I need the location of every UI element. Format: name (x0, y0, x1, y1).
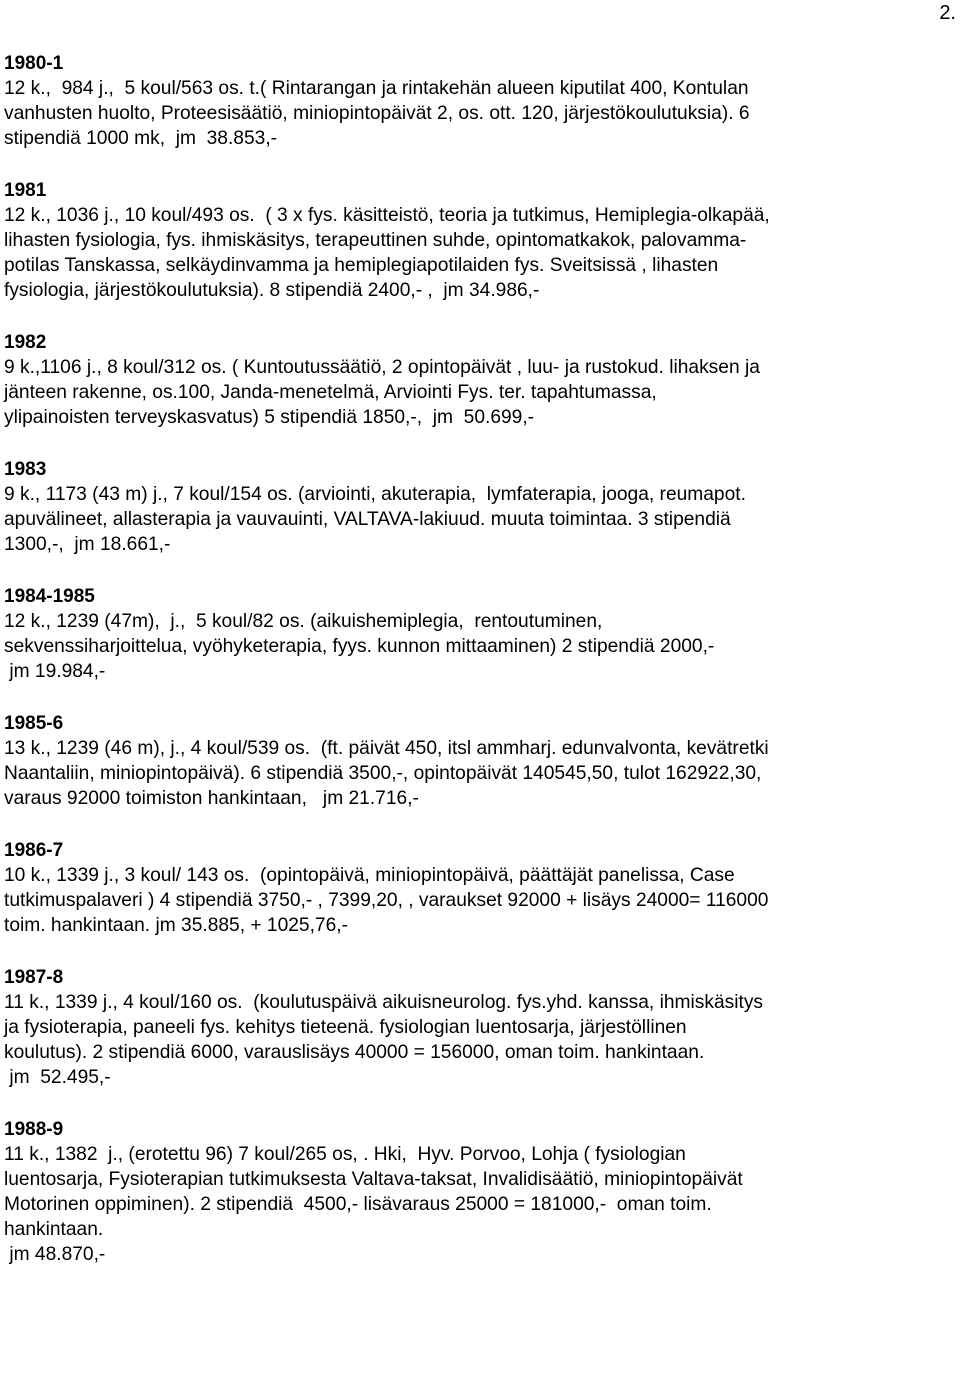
entry-line: ylipainoisten terveyskasvatus) 5 stipendiä 1850,-, jm 50.699,- (4, 407, 535, 428)
entry-line: stipendiä 1000 mk, jm 38.853,- (4, 128, 278, 149)
entry-line: 10 k., 1339 j., 3 koul/ 143 os. (opintopäivä, miniopintopäivä, päättäjät panelissa, Case (4, 865, 735, 886)
entry-line: 12 k., 984 j., 5 koul/563 os. t.( Rintarangan ja rintakehän alueen kiputilat 400, Kontulan (4, 78, 749, 99)
entry-1984-1985 (4, 584, 956, 684)
entry-line: apuvälineet, allasterapia ja vauvauinti, VALTAVA-lakiuud. muuta toimintaa. 3 stipendiä (4, 509, 731, 530)
year-heading: 1984-1985 (4, 586, 95, 607)
entry-line: 13 k., 1239 (46 m), j., 4 koul/539 os. (ft. päivät 450, itsl ammharj. edunvalvonta, kevätretki (4, 738, 769, 759)
entry-line: 12 k., 1239 (47m), j., 5 koul/82 os. (aikuishemiplegia, rentoutuminen, (4, 611, 603, 632)
entry-line: fysiologia, järjestökoulutuksia). 8 stipendiä 2400,- , jm 34.986,- (4, 280, 540, 301)
entry-line: koulutus). 2 stipendiä 6000, varauslisäys 40000 = 156000, oman toim. hankintaan. (4, 1042, 705, 1063)
entry-line: 11 k., 1339 j., 4 koul/160 os. (koulutuspäivä aikuisneurolog. fys.yhd. kanssa, ihmiskäsitys (4, 992, 764, 1013)
entry-1980-1 (4, 51, 956, 151)
entry-1981 (4, 178, 956, 303)
entry-line: jm 48.870,- (4, 1244, 106, 1265)
year-heading: 1982 (4, 332, 47, 353)
entry-line: ja fysioterapia, paneeli fys. kehitys tieteenä. fysiologian luentosarja, järjestöllinen (4, 1017, 687, 1038)
year-heading: 1986-7 (4, 840, 64, 861)
year-heading: 1987-8 (4, 967, 64, 988)
entry-line: 9 k., 1173 (43 m) j., 7 koul/154 os. (arviointi, akuterapia, lymfaterapia, jooga, reumapot. (4, 484, 746, 505)
entry-1986-7 (4, 838, 956, 938)
entry-line: lihasten fysiologia, fys. ihmiskäsitys, terapeuttinen suhde, opintomatkakok, palovamma- (4, 230, 747, 251)
entry-line: 9 k.,1106 j., 8 koul/312 os. ( Kuntoutussäätiö, 2 opintopäivät , luu- ja rustokud. lihaksen ja (4, 357, 760, 378)
document-body (4, 51, 956, 1294)
entry-1983 (4, 457, 956, 557)
year-heading: 1983 (4, 459, 47, 480)
year-heading: 1988-9 (4, 1119, 64, 1140)
entry-line: Motorinen oppiminen). 2 stipendiä 4500,- lisävaraus 25000 = 181000,- oman toim. (4, 1194, 712, 1215)
entry-line: vanhusten huolto, Proteesisäätiö, miniopintopäivät 2, os. ott. 120, järjestökoulutuksia). 6 (4, 103, 750, 124)
page-number: 2. (939, 2, 956, 24)
entry-line: jm 19.984,- (4, 661, 106, 682)
entry-1982 (4, 330, 956, 430)
entry-line: 1300,-, jm 18.661,- (4, 534, 171, 555)
year-heading: 1981 (4, 180, 47, 201)
entry-line: 12 k., 1036 j., 10 koul/493 os. ( 3 x fys. käsitteistö, teoria ja tutkimus, Hemiplegia-olkapää, (4, 205, 770, 226)
entry-line: 11 k., 1382 j., (erotettu 96) 7 koul/265 os, . Hki, Hyv. Porvoo, Lohja ( fysiologian (4, 1144, 686, 1165)
year-heading: 1980-1 (4, 53, 64, 74)
entry-line: toim. hankintaan. jm 35.885, + 1025,76,- (4, 915, 348, 936)
entry-line: jm 52.495,- (4, 1067, 111, 1088)
entry-line: sekvenssiharjoittelua, vyöhyketerapia, fyys. kunnon mittaaminen) 2 stipendiä 2000,- (4, 636, 715, 657)
entry-1987-8 (4, 965, 956, 1090)
entry-line: tutkimuspalaveri ) 4 stipendiä 3750,- , 7399,20, , varaukset 92000 + lisäys 24000= 116000 (4, 890, 769, 911)
entry-1988-9 (4, 1117, 956, 1267)
entry-line: jänteen rakenne, os.100, Janda-menetelmä, Arviointi Fys. ter. tapahtumassa, (4, 382, 657, 403)
entry-line: varaus 92000 toimiston hankintaan, jm 21.716,- (4, 788, 419, 809)
entry-line: Naantaliin, miniopintopäivä). 6 stipendiä 3500,-, opintopäivät 140545,50, tulot 162922,30, (4, 763, 762, 784)
entry-line: hankintaan. (4, 1219, 104, 1240)
entry-line: luentosarja, Fysioterapian tutkimuksesta Valtava-taksat, Invalidisäätiö, miniopintopäivät (4, 1169, 743, 1190)
entry-line: potilas Tanskassa, selkäydinvamma ja hemiplegiapotilaiden fys. Sveitsissä , lihasten (4, 255, 719, 276)
entry-1985-6 (4, 711, 956, 811)
year-heading: 1985-6 (4, 713, 64, 734)
